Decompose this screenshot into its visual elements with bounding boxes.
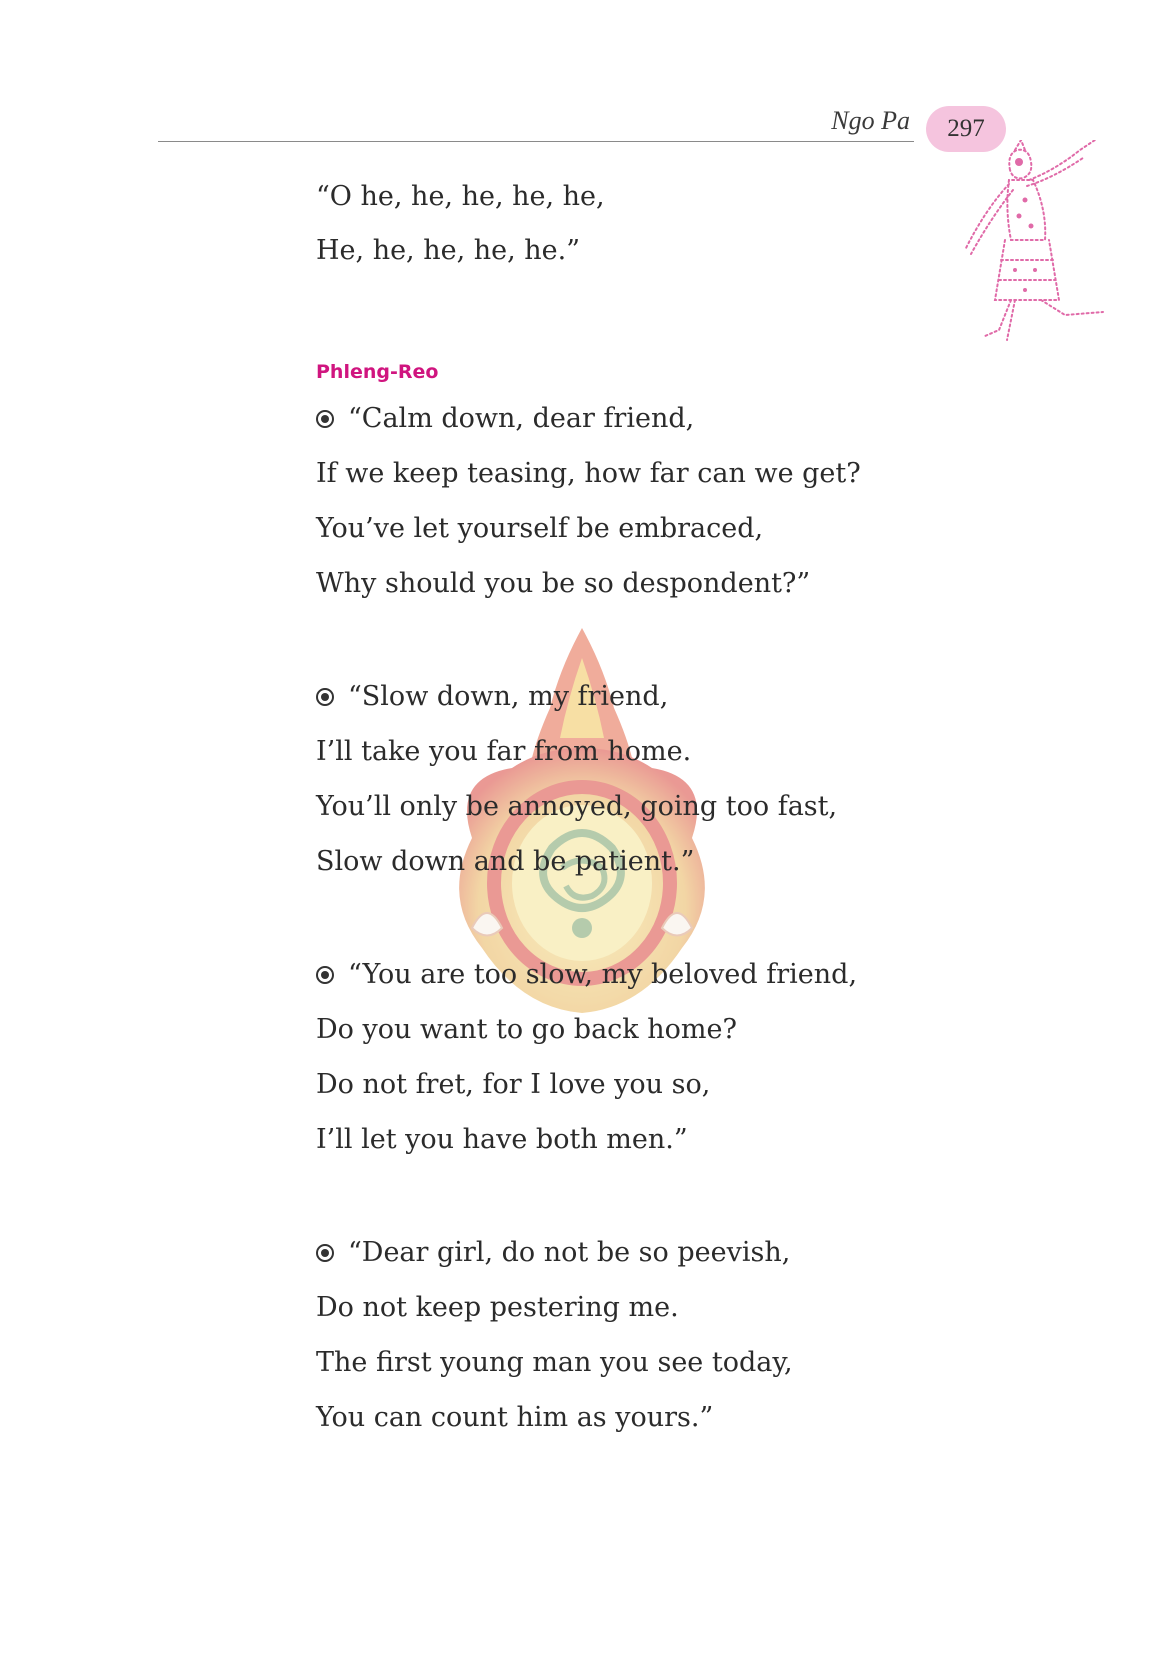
stanza-first-line (316, 680, 668, 714)
poem-line: You’ll only be annoyed, going too fast, (316, 791, 838, 822)
poem-line: “Dear girl, do not be so peevish, (348, 1237, 791, 1268)
poem-line: Do not keep pestering me. (316, 1292, 679, 1323)
poem-line: You’ve let yourself be embraced, (316, 513, 764, 544)
poem-line: The first young man you see today, (316, 1347, 793, 1378)
poem-line: “O he, he, he, he, he, (316, 181, 605, 212)
poem-line: If we keep teasing, how far can we get? (316, 458, 861, 489)
poem-line: You can count him as yours.” (316, 1402, 714, 1433)
bullet-icon (316, 966, 334, 984)
dancer-illustration-icon (955, 140, 1115, 345)
poem-line: Do not fret, for I love you so, (316, 1069, 711, 1100)
stanza-first-line (316, 1236, 790, 1270)
stanza-first-line (316, 402, 694, 436)
poem-line: “Slow down, my friend, (348, 681, 669, 712)
bullet-icon (316, 688, 334, 706)
poem-line: Do you want to go back home? (316, 1014, 737, 1045)
poem-line: Slow down and be patient.” (316, 846, 695, 877)
poem-line: I’ll take you far from home. (316, 736, 692, 767)
section-title: Phleng-Reo (316, 361, 439, 383)
poem-line: Why should you be so despondent?” (316, 568, 811, 599)
stanza-first-line (316, 958, 857, 992)
bullet-icon (316, 410, 334, 428)
page-number: 297 (947, 115, 985, 142)
poem-line: “Calm down, dear friend, (348, 403, 695, 434)
header-rule (158, 141, 914, 142)
poem-line: He, he, he, he, he.” (316, 235, 581, 266)
bullet-icon (316, 1244, 334, 1262)
poem-line: I’ll let you have both men.” (316, 1124, 688, 1155)
poem-line: “You are too slow, my beloved friend, (348, 959, 858, 990)
running-title: Ngo Pa (831, 106, 910, 135)
